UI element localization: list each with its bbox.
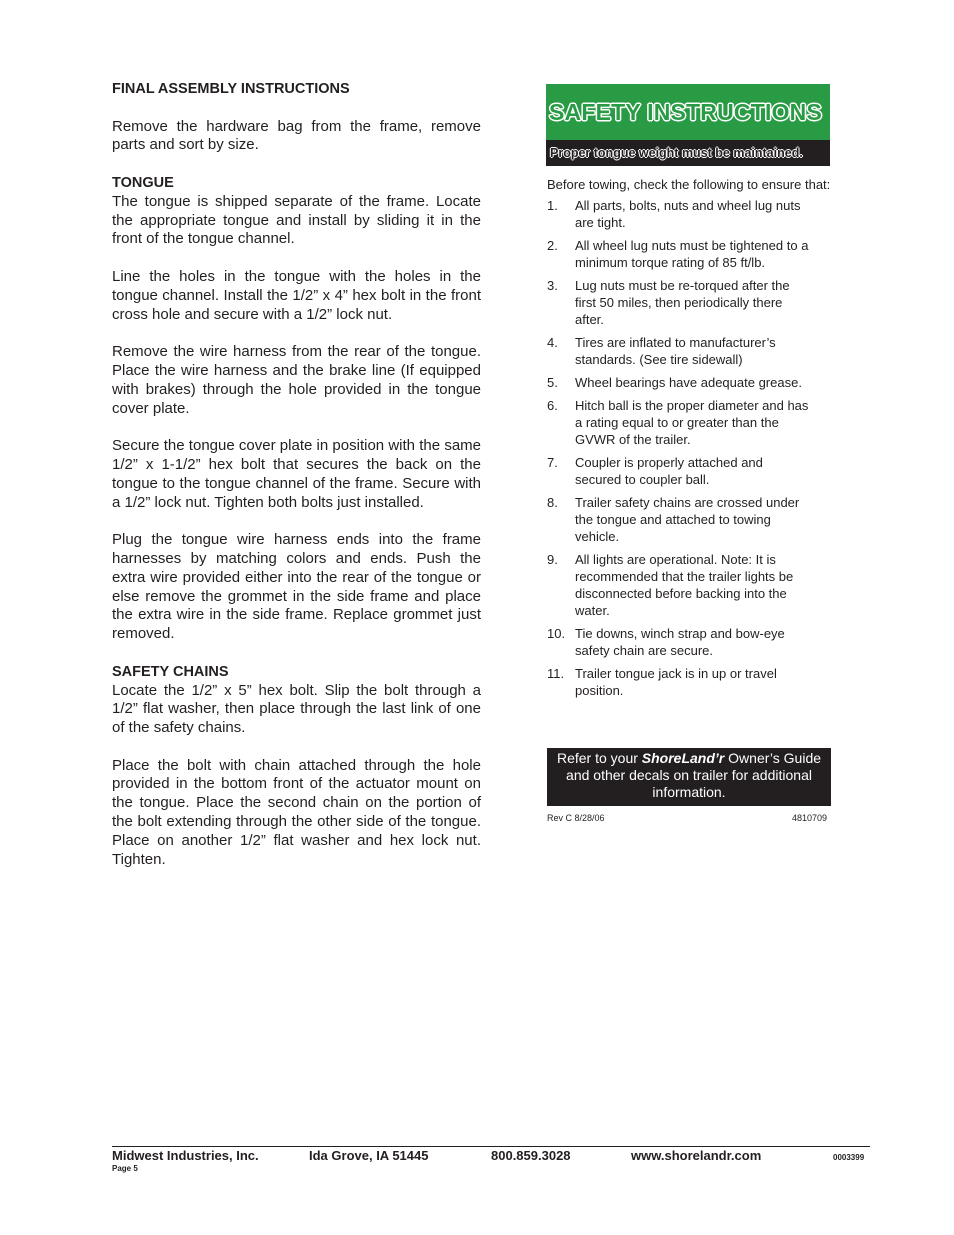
safety-subtitle: Proper tongue weight must be maintained. [550,146,803,160]
checklist-item-text: Trailer safety chains are crossed under the tongue and attached to towing vehicle. [575,495,800,544]
part-number: 4810709 [792,813,828,823]
checklist-item-number: 7. [547,455,558,470]
checklist-item-number: 2. [547,238,558,253]
checklist-item [546,277,830,328]
tongue-paragraph-1: The tongue is shipped separate of the frame. Locate the appropriate tongue and install by sliding it in the front of the tongue channel. [112,192,481,248]
tongue-paragraph-2: Line the holes in the tongue with the holes in the tongue channel. Install the 1/2” x 4” hex bolt in the front cross hole and secure with a 1/2” lock nut. [112,267,481,323]
checklist-item-number: 1. [547,198,558,213]
checklist-item-text: Trailer tongue jack is in up or travel position. [575,666,777,698]
brand-name: ShoreLand’r [641,750,725,766]
owner-notice-pre: Refer to your [556,750,642,766]
section-heading-final-assembly: FINAL ASSEMBLY INSTRUCTIONS [112,81,350,97]
checklist-item-number: 11. [547,666,565,681]
tongue-paragraph-4: Secure the tongue cover plate in position with the same 1/2” x 1-1/2” hex bolt that secures the back on the tongue to the tongue channel of the frame. Secure with a 1/2” lock nut. Tighten both bolts just installed. [112,437,481,511]
revision-label: Rev C 8/28/06 [547,813,605,823]
checklist-item [546,397,830,448]
chains-paragraph-2: Place the bolt with chain attached through the hole provided in the bottom front of the actuator mount on the tongue. Place the second chain on the portion of the bolt extending through the other side of the tongue. Place on another 1/2” flat washer and hex lock nut. Tighten. [112,756,481,868]
tongue-paragraph-3: Remove the wire harness from the rear of the tongue. Place the wire harness and the brake line (If equipped with brakes) through the hole provided in the tongue cover plate. [112,343,481,417]
section-heading-tongue: TONGUE [112,174,174,191]
checklist-item-text: All lights are operational. Note: It is recommended that the trailer lights be disconnected before backing into the water. [575,552,794,618]
checklist-item [546,625,830,659]
checklist-item-number: 9. [547,552,558,567]
chains-paragraph-1: Locate the 1/2” x 5” hex bolt. Slip the bolt through a 1/2” flat washer, then place through the last link of one of the safety chains. [112,681,481,737]
footer-website: www.shorelandr.com [631,1148,762,1163]
footer-phone: 800.859.3028 [491,1148,571,1163]
checklist-item-number: 4. [547,335,558,350]
checklist-item-text: Wheel bearings have adequate grease. [575,375,802,390]
tongue-paragraph-5: Plug the tongue wire harness ends into the frame harnesses by matching colors and ends. Push the extra wire provided either into the rear of the tongue or else remove the grommet in the side frame and place the extra wire in the side frame. Replace grommet just removed. [112,531,481,643]
footer-document-code: 0003399 [833,1153,865,1162]
checklist-item-text: Tie downs, winch strap and bow-eye safety chain are secure. [575,626,785,658]
section-heading-safety-chains: SAFETY CHAINS [112,663,229,680]
checklist-item-number: 5. [547,375,558,390]
checklist-item-text: Coupler is properly attached and secured to coupler ball. [575,455,763,487]
checklist-item [546,454,830,488]
safety-intro: Before towing, check the following to ensure that: [547,177,831,192]
page-number: Page 5 [112,1164,138,1173]
assembly-instructions [112,80,481,869]
safety-title: SAFETY INSTRUCTIONS [549,98,823,125]
checklist-item-text: All parts, bolts, nuts and wheel lug nuts are tight. [575,198,801,230]
owner-notice-post: Owner’s Guide and other decals on trailer for additional information. [566,750,822,800]
checklist-item-text: Tires are inflated to manufacturer’s standards. (See tire sidewall) [575,335,776,367]
safety-checklist [546,197,830,699]
checklist-item-number: 6. [547,398,558,413]
checklist-item [546,237,830,271]
checklist-item [546,494,830,545]
safety-subtitle-bar [546,140,830,166]
checklist-item-text: All wheel lug nuts must be tightened to a minimum torque rating of 85 ft/lb. [575,238,809,270]
safety-instructions-panel [546,84,830,705]
checklist-item [546,551,830,619]
checklist-item [546,665,830,699]
checklist-item-number: 10. [547,626,566,641]
intro-paragraph: Remove the hardware bag from the frame, remove parts and sort by size. [112,117,481,154]
owner-guide-notice [547,748,831,806]
checklist-item [546,197,830,231]
checklist-item [546,334,830,368]
safety-header-banner [546,84,830,140]
footer-company: Midwest Industries, Inc. [112,1148,259,1163]
checklist-item-text: Lug nuts must be re-torqued after the first 50 miles, then periodically there after. [575,278,790,327]
footer-divider [112,1146,870,1147]
checklist-item-text: Hitch ball is the proper diameter and has a rating equal to or greater than the GVWR of the trailer. [575,398,809,447]
checklist-item-number: 8. [547,495,558,510]
checklist-item-number: 3. [547,278,558,293]
checklist-item [546,374,830,391]
footer-city: Ida Grove, IA 51445 [309,1148,429,1163]
